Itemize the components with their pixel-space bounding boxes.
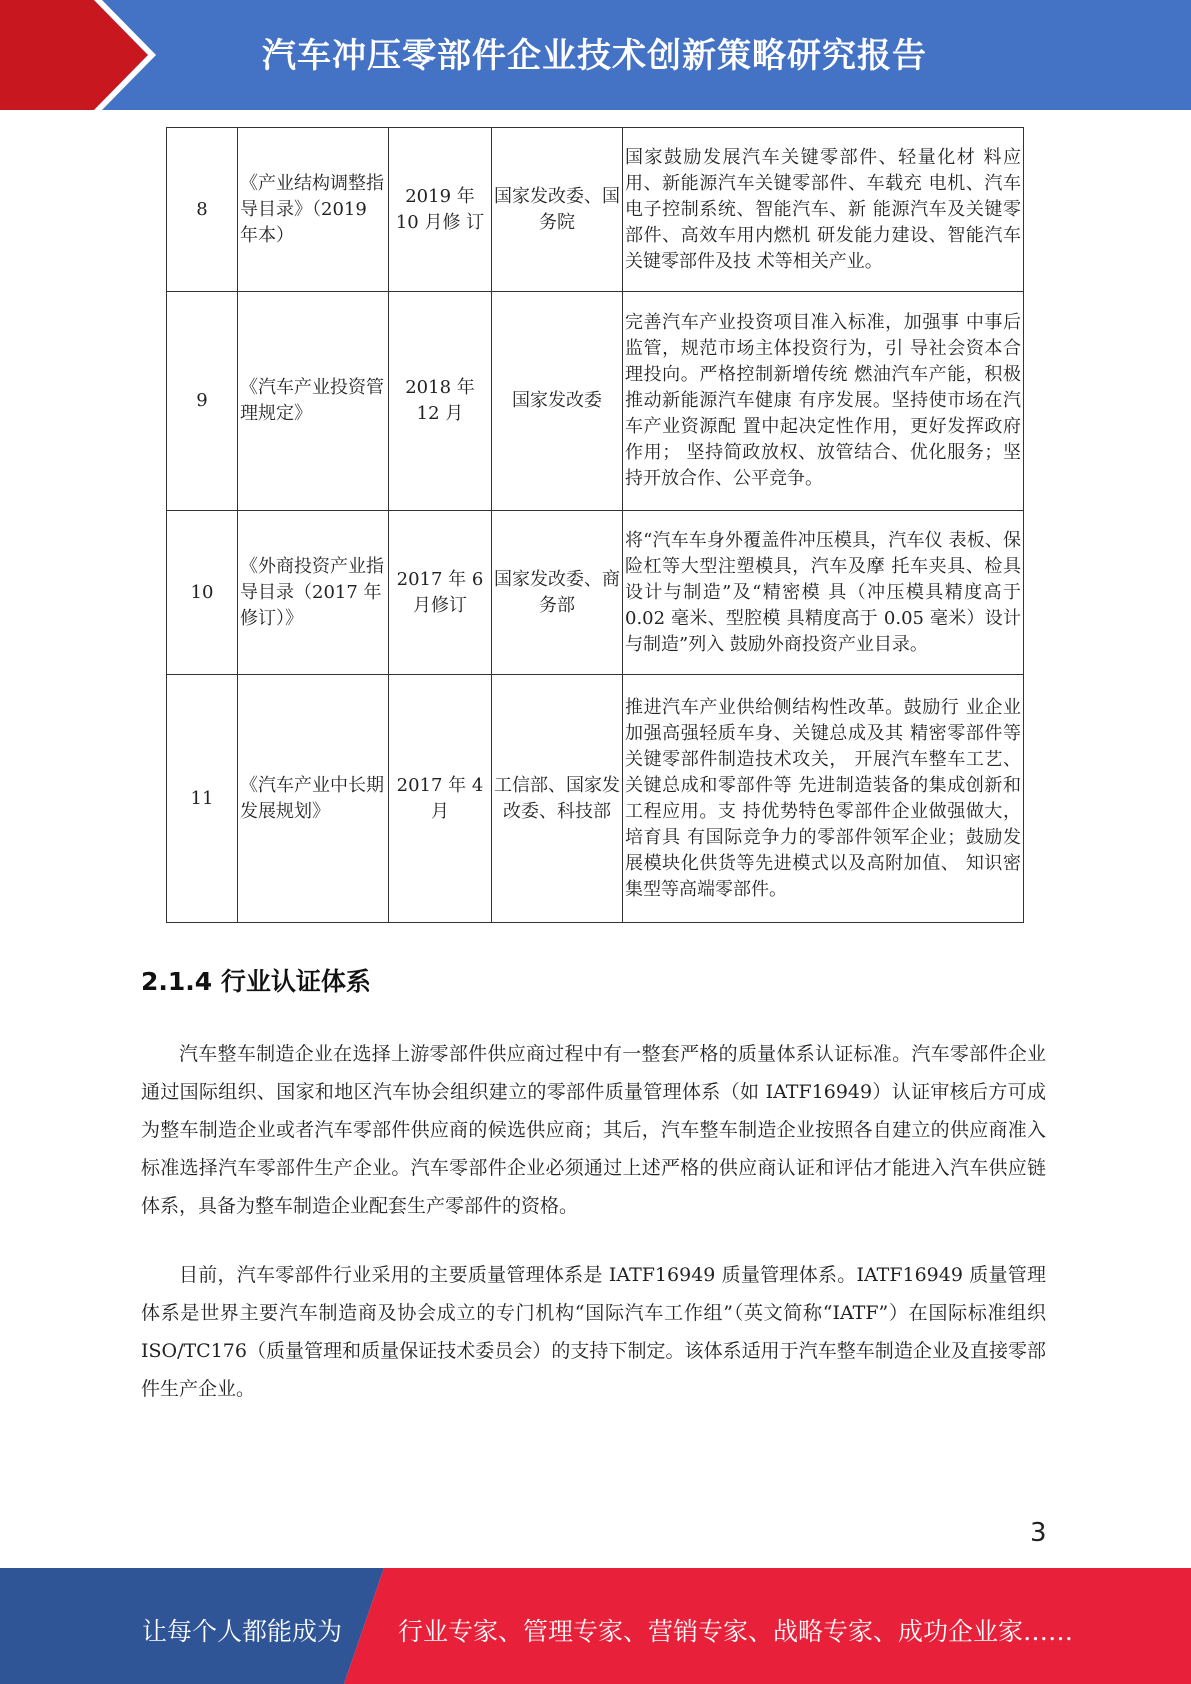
row-number: 9 xyxy=(167,292,238,511)
body-paragraph: 汽车整车制造企业在选择上游零部件供应商过程中有一整套严格的质量体系认证标准。汽车零部件企业通过国际组织、国家和地区汽车协会组织建立的零部件质量管理体系（如 IATF16949）认证审核后方可成为整车制造企业或者汽车零部件供应商的候选供应商；其后，汽车整车制造企业按照各自建立的供应商准入标准选择汽车零部件生产企业。汽车零部件企业必须通过上述严格的供应商认证和评估才能进入汽车供应链体系，具备为整车制造企业配套生产零部件的资格。 xyxy=(141,1043,1046,1217)
row-number: 10 xyxy=(167,511,238,675)
policy-description: 将“汽车车身外覆盖件冲压模具，汽车仪 表板、保险杠等大型注塑模具，汽车及摩 托车夹具、检具设计与制造”及“精密模 具（冲压模具精度高于 0.02 毫米、型腔模 具精度高于 0.05 毫米）设计与制造”列入 鼓励外商投资产业目录。 xyxy=(623,511,1024,675)
table-row xyxy=(167,675,1024,923)
policy-date: 2017 年 4 月 xyxy=(389,675,492,923)
footer-slogan-right: 行业专家、管理专家、营销专家、战略专家、成功企业家…… xyxy=(398,1617,1074,1646)
policy-description: 完善汽车产业投资项目准入标准，加强事 中事后监管，规范市场主体投资行为，引 导社会资本合理投向。严格控制新增传统 燃油汽车产能，积极推动新能源汽车健康 有序发展。坚持使市场在汽车产业资源配 置中起决定性作用，更好发挥政府作用； 坚持简政放权、放管结合、优化服务；坚 持开放合作、公平竞争。 xyxy=(623,292,1024,511)
policy-description: 推进汽车产业供给侧结构性改革。鼓励行 业企业加强高强轻质车身、关键总成及其 精密零部件等关键零部件制造技术攻关， 开展汽车整车工艺、关键总成和零部件等 先进制造装备的集成创新和工程应用。支 持优势特色零部件企业做强做大，培育具 有国际竞争力的零部件领军企业；鼓励发 展模块化供货等先进模式以及高附加值、 知识密集型等高端零部件。 xyxy=(623,675,1024,923)
policy-description: 国家鼓励发展汽车关键零部件、轻量化材 料应用、新能源汽车关键零部件、车载充 电机、汽车电子控制系统、智能汽车、新 能源汽车及关键零部件、高效车用内燃机 研发能力建设、智能汽车关键零部件及技 术等相关产业。 xyxy=(623,128,1024,292)
header-banner xyxy=(0,0,1191,110)
table-row xyxy=(167,511,1024,675)
issuing-body: 工信部、国家发改委、科技部 xyxy=(492,675,623,923)
policy-name: 《产业结构调整指导目录》（2019 年本） xyxy=(238,128,389,292)
policy-date: 2017 年 6 月修订 xyxy=(389,511,492,675)
policy-table xyxy=(166,127,1024,923)
policy-name: 《外商投资产业指导目录（2017 年修订）》 xyxy=(238,511,389,675)
policy-date: 2018 年 12 月 xyxy=(389,292,492,511)
issuing-body: 国家发改委、国务院 xyxy=(492,128,623,292)
policy-date: 2019 年 10 月修 订 xyxy=(389,128,492,292)
row-number: 8 xyxy=(167,128,238,292)
page-number: 3 xyxy=(1030,1518,1047,1548)
footer-slogan-left: 让每个人都能成为 xyxy=(142,1617,343,1646)
body-paragraph: 目前，汽车零部件行业采用的主要质量管理体系是 IATF16949 质量管理体系。IATF16949 质量管理体系是世界主要汽车制造商及协会成立的专门机构“国际汽车工作组”（英文简称“IATF”）在国际标准组织 ISO/TC176（质量管理和质量保证技术委员会）的支持下制定。该体系适用于汽车整车制造企业及直接零部件生产企业。 xyxy=(141,1264,1046,1400)
footer-banner xyxy=(0,1568,1191,1684)
issuing-body: 国家发改委、商务部 xyxy=(492,511,623,675)
table-row xyxy=(167,128,1024,292)
report-title: 汽车冲压零部件企业技术创新策略研究报告 xyxy=(262,36,927,76)
policy-name: 《汽车产业投资管理规定》 xyxy=(238,292,389,511)
row-number: 11 xyxy=(167,675,238,923)
issuing-body: 国家发改委 xyxy=(492,292,623,511)
section-heading: 2.1.4 行业认证体系 xyxy=(141,967,371,996)
table-row xyxy=(167,292,1024,511)
policy-name: 《汽车产业中长期发展规划》 xyxy=(238,675,389,923)
